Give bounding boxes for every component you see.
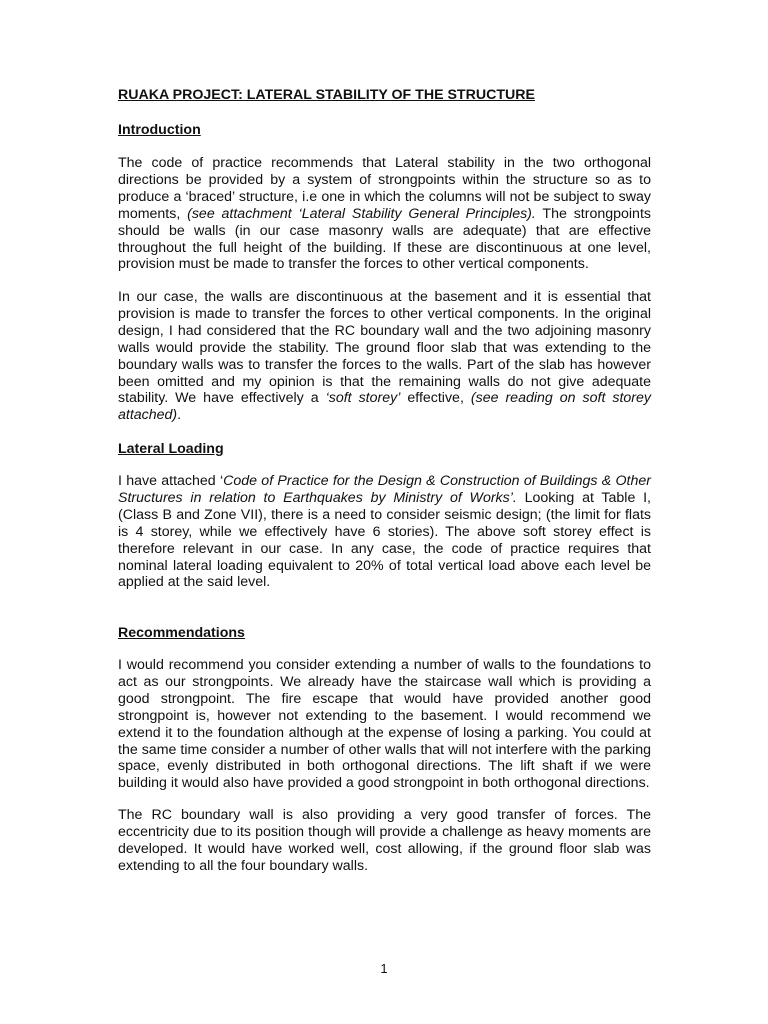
text-line: produce a ‘braced’ structure, i.e one in which the columns will not be subject to sway (118, 188, 651, 205)
text-line: should be walls (in our case masonry walls are adequate) that are effective (118, 222, 651, 239)
text-line: The code of practice recommends that Lateral stability in the two orthogonal (118, 155, 651, 171)
text-line: is 4 storey, while we effectively have 6 stories). The above soft storey effect is (118, 523, 651, 540)
document-title: RUAKA PROJECT: LATERAL STABILITY OF THE STRUCTURE (118, 87, 535, 103)
text-line: extending to all the four boundary walls. (118, 857, 369, 874)
text-line: stability. We have effectively a ‘soft storey’ effective, (see reading on soft storey (118, 390, 651, 407)
intro-paragraph-2 (118, 289, 651, 424)
text-line: extend it to the foundation although at the expense of losing a parking. You could at (118, 724, 651, 741)
text-line: been omitted and my opinion is that the remaining walls do not give adequate (118, 373, 651, 390)
text-line: developed. It would have worked well, cost allowing, if the ground floor slab was (118, 840, 651, 857)
text-line: walls would provide the stability. The ground floor slab that was extending to the (118, 339, 651, 356)
heading-lateral-loading: Lateral Loading (118, 441, 224, 457)
text-line: The RC boundary wall is also providing a very good transfer of forces. The (118, 807, 651, 823)
text-line: I would recommend you consider extending a number of walls to the foundations to (118, 657, 651, 673)
intro-paragraph-1 (118, 155, 651, 273)
text-line: attached). (118, 407, 182, 424)
text-line: In our case, the walls are discontinuous at the basement and it is essential that (118, 289, 651, 305)
text-line: (Class B and Zone VII), there is a need to consider seismic design; (the limit for flats (118, 506, 651, 523)
text-line: design, I had considered that the RC boundary wall and the two adjoining masonry (118, 322, 651, 339)
text-line: throughout the full height of the building. If these are discontinuous at one level, (118, 239, 651, 256)
recommendations-paragraph-2 (118, 807, 651, 875)
text-line: building it would also have provided a good strongpoint in both orthogonal directions. (118, 775, 650, 792)
text-line: good strongpoint. The fire escape that would have provided another good (118, 690, 651, 707)
text-line: the same time consider a number of other walls that will not interfere with the parking (118, 741, 651, 758)
text-line: therefore relevant in our case. In any case, the code of practice requires that (118, 540, 651, 557)
heading-recommendations: Recommendations (118, 625, 245, 641)
lateral-paragraph-1 (118, 473, 651, 591)
text-line: space, evenly distributed in both orthogonal directions. The lift shaft if we were (118, 758, 651, 775)
text-line: eccentricity due to its position though will provide a challenge as heavy moments are (118, 823, 651, 840)
heading-introduction: Introduction (118, 122, 201, 138)
text-line: act as our strongpoints. We already have the staircase wall which is providing a (118, 673, 651, 690)
text-line: moments, (see attachment ‘Lateral Stability General Principles). The strongpoints (118, 205, 651, 222)
text-line: I have attached ‘Code of Practice for the Design & Construction of Buildings & Other (118, 473, 651, 489)
text-line: applied at the said level. (118, 574, 271, 591)
recommendations-paragraph-1 (118, 657, 651, 792)
text-line: strongpoint is, however not extending to the basement. I would recommend we (118, 707, 651, 724)
text-line: provision is made to transfer the forces to other vertical components. In the original (118, 305, 651, 322)
text-line: nominal lateral loading equivalent to 20% of total vertical load above each level be (118, 557, 651, 574)
page-number: 1 (380, 961, 388, 976)
text-line: provision must be made to transfer the forces to other vertical components. (118, 256, 589, 273)
text-line: boundary walls was to transfer the forces to the walls. Part of the slab has however (118, 356, 651, 373)
text-line: Structures in relation to Earthquakes by Ministry of Works’. Looking at Table I, (118, 489, 651, 506)
text-line: directions be provided by a system of strongpoints within the structure so as to (118, 171, 651, 188)
